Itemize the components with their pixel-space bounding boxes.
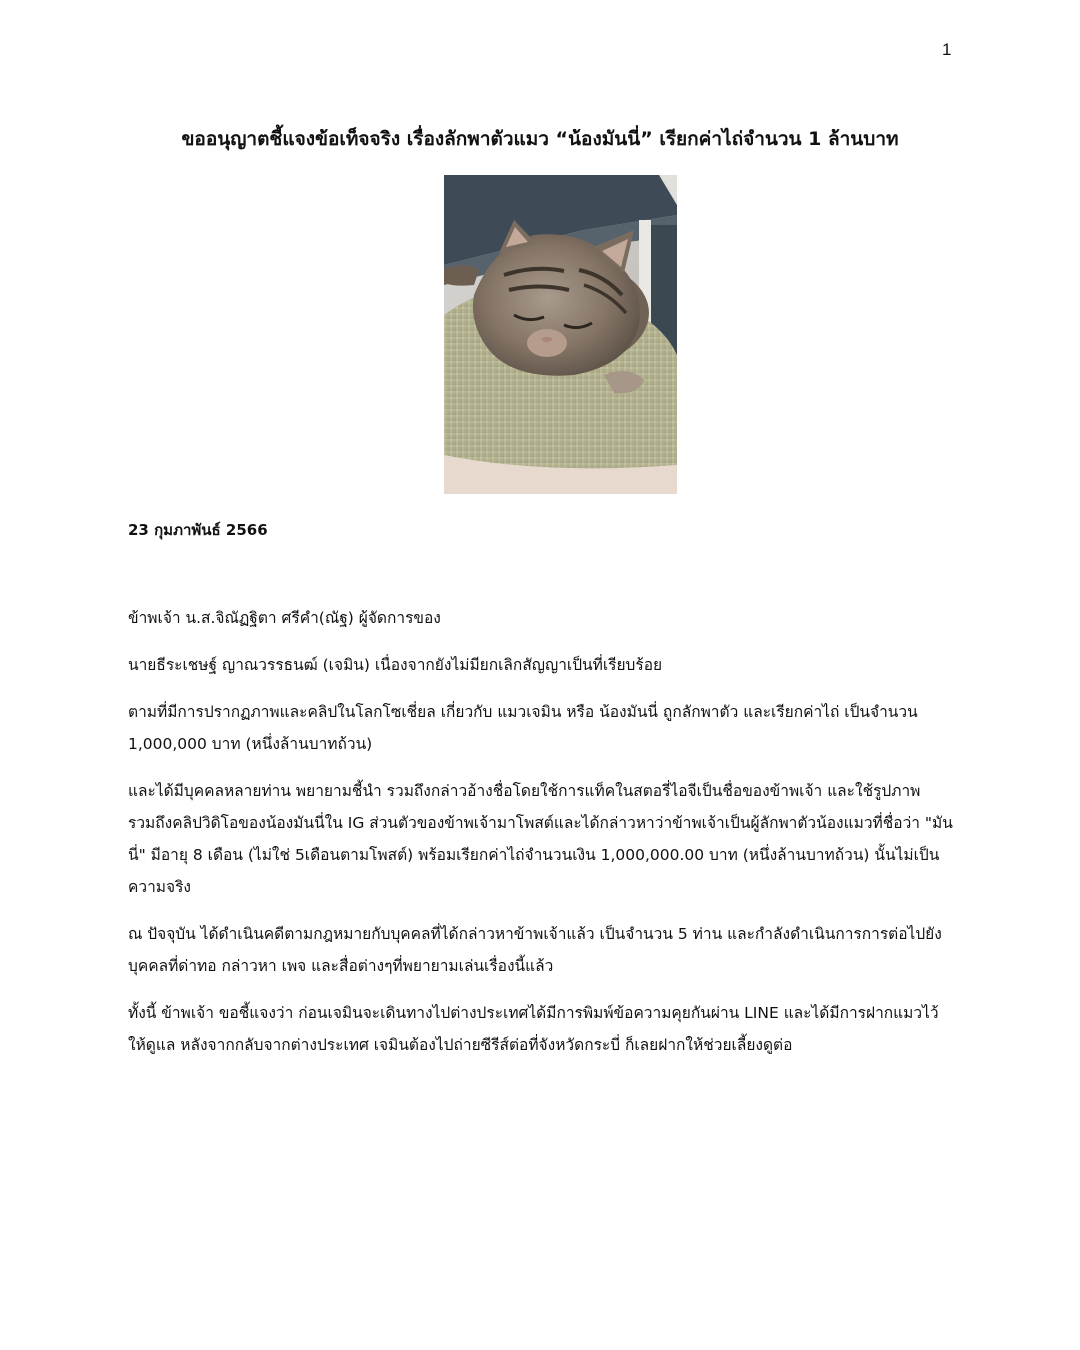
paragraph xyxy=(128,649,958,681)
paragraph-line: บุคคลที่ด่าทอ กล่าวหา เพจ และสื่อต่างๆที่พยายามเล่นเรื่องนี้แล้ว xyxy=(128,957,554,975)
page-number: 1 xyxy=(942,40,952,59)
paragraph-line: นายธีระเชษฐ์ ญาณวรรธนฒ์ (เจมิน) เนื่องจากยังไม่มียกเลิกสัญญาเป็นที่เรียบร้อย xyxy=(128,656,663,674)
paragraph-line: ข้าพเจ้า น.ส.จิณัฏฐิตา ศรีคำ(ณัฐ) ผู้จัดการของ xyxy=(128,609,441,627)
paragraph-line: ณ ปัจจุบัน ได้ดำเนินคดีตามกฎหมายกับบุคคลที่ได้กล่าวหาข้าพเจ้าแล้ว เป็นจำนวน 5 ท่าน และกำลังดำเนินการการต่อไปยัง xyxy=(128,925,942,943)
paragraph-line: นี่" มีอายุ 8 เดือน (ไม่ใช่ 5เดือนตามโพสต์) พร้อมเรียกค่าไถ่จำนวนเงิน 1,000,000.00 บาท (หนึ่งล้านบาทถ้วน) นั้นไม่เป็น xyxy=(128,846,940,864)
paragraph-line: ความจริง xyxy=(128,878,191,896)
paragraph-line: ตามที่มีการปรากฏภาพและคลิปในโลกโซเชี่ยล เกี่ยวกับ แมวเจมิน หรือ น้องมันนี่ ถูกลักพาตัว และเรียกค่าไถ่ เป็นจำนวน xyxy=(128,703,918,721)
document-date: 23 กุมภาพันธ์ 2566 xyxy=(128,521,268,539)
paragraph-line: 1,000,000 บาท (หนึ่งล้านบาทถ้วน) xyxy=(128,735,373,753)
document-body xyxy=(128,602,958,1076)
paragraph xyxy=(128,696,958,760)
paragraph xyxy=(128,918,958,982)
paragraph-line: ให้ดูแล หลังจากกลับจากต่างประเทศ เจมินต้องไปถ่ายซีรีส์ต่อที่จังหวัดกระบี่ ก็เลยฝากให้ช่วยเลี้ยงดูต่อ xyxy=(128,1036,793,1054)
paragraph xyxy=(128,775,958,903)
paragraph xyxy=(128,997,958,1061)
cat-photo xyxy=(444,175,677,494)
paragraph-line: ทั้งนี้ ข้าพเจ้า ขอชี้แจงว่า ก่อนเจมินจะเดินทางไปต่างประเทศได้มีการพิมพ์ข้อความคุยกันผ่าน LINE และได้มีการฝากแมวไว้ xyxy=(128,1004,939,1022)
paragraph-line: รวมถึงคลิปวิดิโอของน้องมันนี่ใน IG ส่วนตัวของข้าพเจ้ามาโพสต์และได้กล่าวหาว่าข้าพเจ้าเป็นผู้ลักพาตัวน้องแมวที่ชื่อว่า "มัน xyxy=(128,814,953,832)
paragraph-line: และได้มีบุคคลหลายท่าน พยายามชี้นำ รวมถึงกล่าวอ้างชื่อโดยใช้การแท็คในสตอรี่ไอจีเป็นชื่อของข้าพเจ้า และใช้รูปภาพ xyxy=(128,782,921,800)
document-title: ขออนุญาตชี้แจงข้อเท็จจริง เรื่องลักพาตัวแมว “น้องมันนี่” เรียกค่าไถ่จำนวน 1 ล้านบาท xyxy=(181,128,899,150)
paragraph xyxy=(128,602,958,634)
